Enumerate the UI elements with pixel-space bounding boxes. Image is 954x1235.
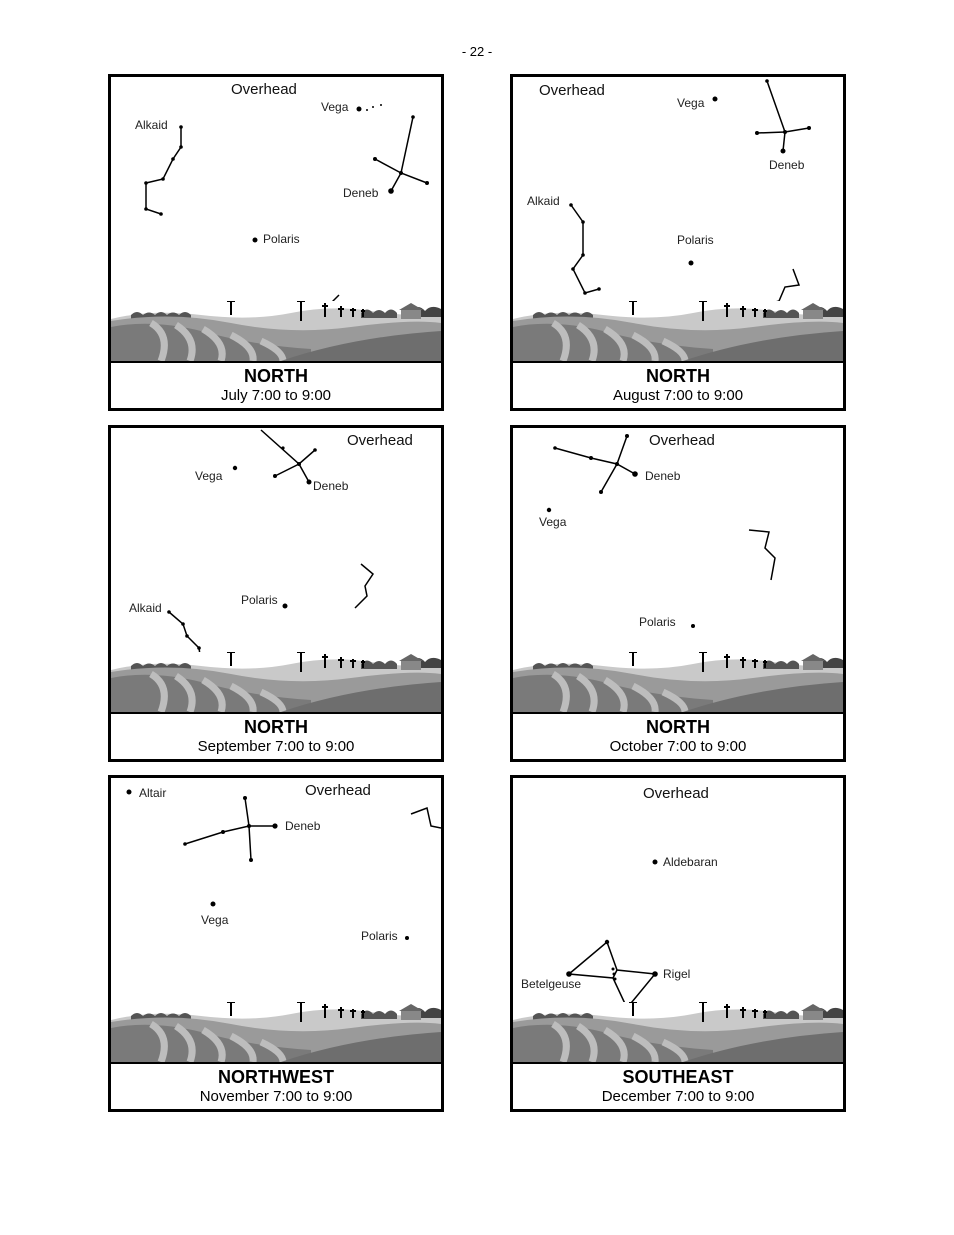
betelgeuse-star [566,971,572,977]
alkaid-label: Alkaid [135,118,168,132]
star-chart-panel-august [510,74,846,411]
deneb-label: Deneb [343,186,379,200]
star-chart-panel-september [108,425,444,762]
polaris-label: Polaris [263,232,300,246]
direction-label: NORTH [646,366,710,386]
star-chart-panel-december [510,775,846,1112]
aldebaran-star [653,860,658,865]
polaris-label: Polaris [639,615,676,629]
polaris-star [691,624,695,628]
panel-caption [513,1062,843,1109]
cygnus-stars [183,796,253,862]
aldebaran-label: Aldebaran [663,855,718,869]
panel-caption [111,712,441,759]
star-chart-panel-november [108,775,444,1112]
deneb-label: Deneb [285,819,321,833]
cassiopeia-lines [765,269,799,305]
overhead-label: Overhead [649,432,715,449]
alkaid-label: Alkaid [527,194,560,208]
vega-star [713,97,718,102]
cassiopeia-lines [411,808,441,828]
sky-chart [513,428,843,712]
overhead-label: Overhead [539,82,605,99]
sky-chart [513,77,843,361]
star-chart-panel-july [108,74,444,411]
vega-label: Vega [677,96,705,110]
cygnus-stars [553,434,629,494]
star [366,109,368,111]
deneb-star [781,149,786,154]
timeframe-label: November 7:00 to 9:00 [199,1088,353,1105]
cygnus-lines [261,430,315,482]
deneb-label: Deneb [645,469,681,483]
timeframe-label: December 7:00 to 9:00 [601,1088,755,1105]
vega-label: Vega [195,469,223,483]
timeframe-label: September 7:00 to 9:00 [197,738,355,755]
deneb-label: Deneb [769,158,805,172]
sky-chart [513,778,843,1062]
polaris-label: Polaris [241,593,278,607]
sky-chart [111,778,441,1062]
page-number: - 22 - [461,44,493,59]
star [380,104,382,106]
overhead-label: Overhead [231,81,297,98]
altair-star [127,790,132,795]
direction-label: NORTH [646,717,710,737]
sky-chart [111,428,441,712]
cygnus-lines [555,436,635,492]
rigel-label: Rigel [663,967,691,981]
star-chart-panel-october [510,425,846,762]
landscape-illustration [513,998,843,1062]
vega-star [233,466,237,470]
timeframe-label: October 7:00 to 9:00 [609,738,747,755]
polaris-star [405,936,409,940]
timeframe-label: July 7:00 to 9:00 [220,387,332,404]
vega-label: Vega [539,515,567,529]
direction-label: NORTH [244,366,308,386]
panel-caption [513,361,843,408]
cassiopeia-lines [749,530,775,580]
altair-label: Altair [139,786,167,800]
vega-label: Vega [201,913,229,927]
panel-caption [111,1062,441,1109]
cygnus-lines [185,798,275,860]
star [372,106,374,108]
big-dipper-lines [571,205,599,293]
deneb-label: Deneb [313,479,349,493]
betelgeuse-label: Betelgeuse [521,977,582,991]
vega-label: Vega [321,100,349,114]
cassiopeia-lines [355,564,373,608]
polaris-star [253,238,258,243]
direction-label: SOUTHEAST [622,1067,734,1087]
sky-chart [111,77,441,361]
deneb-star [272,823,277,828]
landscape-illustration [513,297,843,361]
cygnus-stars [373,115,429,185]
overhead-label: Overhead [643,785,709,802]
landscape-illustration [513,648,843,712]
vega-star [211,902,216,907]
landscape-illustration [111,297,441,361]
deneb-star [632,471,638,477]
polaris-star [689,261,694,266]
rigel-star [652,971,658,977]
big-dipper-lines [146,127,181,214]
timeframe-label: August 7:00 to 9:00 [612,387,744,404]
deneb-star [307,480,312,485]
panel-caption [111,361,441,408]
deneb-star [388,188,394,194]
cygnus-lines [757,81,809,151]
alkaid-label: Alkaid [129,601,162,615]
landscape-illustration [111,998,441,1062]
vega-star [547,508,551,512]
overhead-label: Overhead [305,782,371,799]
polaris-label: Polaris [361,929,398,943]
orion-stars [605,940,629,1010]
direction-label: NORTH [244,717,308,737]
orion-lines [569,942,655,1008]
landscape-illustration [111,648,441,712]
vega-star [357,107,362,112]
direction-label: NORTHWEST [218,1067,334,1087]
big-dipper-stars [569,203,601,295]
polaris-label: Polaris [677,233,714,247]
polaris-star [283,604,288,609]
big-dipper-stars [144,125,183,216]
overhead-label: Overhead [347,432,413,449]
panel-caption [513,712,843,759]
cygnus-lines [375,117,427,191]
